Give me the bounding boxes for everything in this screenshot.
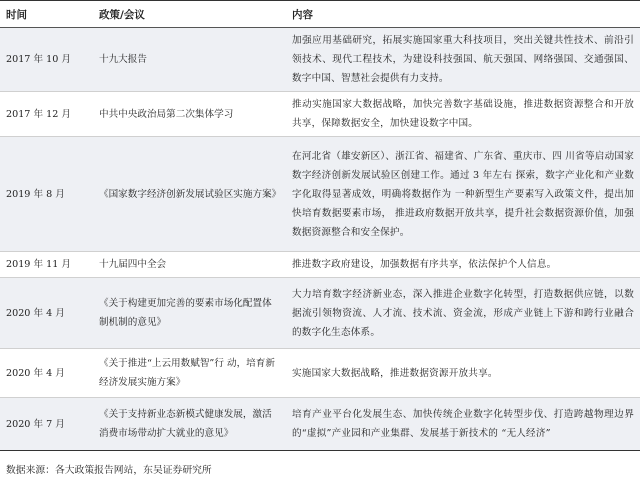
cell-content: 培育产业平台化发展生态、加快传统企业数字化转型步伐、打造跨越物理边界的“虚拟”产业园和产业集群、发展基于新技术的 “无人经济”: [286, 398, 640, 451]
cell-policy: 十九大报告: [93, 28, 286, 92]
header-content: 内容: [286, 1, 640, 28]
cell-content: 在河北省（雄安新区）、浙江省、福建省、广东省、重庆市、四 川省等启动国家数字经济创新发展试验区创建工作。通过 3 年左右 探索，数字产业化和产业数字化取得显著成效，明确将数据作为 一种新型生产要素写入政策文件，提出加快培育数据要素市场， 推进政府数据开放共享，提升社会数据资源价值，加强数据资源整合和安全保护。: [286, 137, 640, 252]
data-source-note: 数据来源：各大政策报告网站，东吴证券研究所: [6, 465, 212, 476]
table-row: [0, 92, 640, 137]
cell-content: 大力培育数字经济新业态，深入推进企业数字化转型，打造数据供应链，以数据流引领物资流、人才流、技术流、资金流，形成产业链上下游和跨行业融合的数字化生态体系。: [286, 278, 640, 349]
table-header-row: [0, 1, 640, 28]
cell-policy: 《关于推进“上云用数赋智”行 动，培育新经济发展实施方案》: [93, 349, 286, 398]
table-row: [0, 252, 640, 278]
cell-time: 2017 年 12 月: [0, 92, 93, 137]
cell-policy: 《关于支持新业态新模式健康发展，激活消费市场带动扩大就业的意见》: [93, 398, 286, 451]
cell-policy: 十九届四中全会: [93, 252, 286, 278]
table-row: [0, 398, 640, 451]
table-row: [0, 278, 640, 349]
header-policy: 政策/会议: [93, 1, 286, 28]
header-time: 时间: [0, 1, 93, 28]
cell-content: 推进数字政府建设，加强数据有序共享，依法保护个人信息。: [286, 252, 640, 278]
cell-time: 2020 年 4 月: [0, 278, 93, 349]
cell-content: 实施国家大数据战略，推进数据资源开放共享。: [286, 349, 640, 398]
cell-policy: 《国家数字经济创新发展试验区实施方案》: [93, 137, 286, 252]
cell-time: 2020 年 4 月: [0, 349, 93, 398]
table-row: [0, 349, 640, 398]
table-row: [0, 137, 640, 252]
cell-time: 2020 年 7 月: [0, 398, 93, 451]
cell-content: 加强应用基础研究，拓展实施国家重大科技项目，突出关键共性技术、前沿引领技术、现代工程技术，为建设科技强国、航天强国、网络强国、交通强国、数字中国、智慧社会提供有力支持。: [286, 28, 640, 92]
cell-content: 推动实施国家大数据战略，加快完善数字基础设施，推进数据资源整合和开放共享，保障数据安全，加快建设数字中国。: [286, 92, 640, 137]
cell-policy: 中共中央政治局第二次集体学习: [93, 92, 286, 137]
table-row: [0, 28, 640, 92]
cell-policy: 《关于构建更加完善的要素市场化配置体制机制的意见》: [93, 278, 286, 349]
cell-time: 2019 年 11 月: [0, 252, 93, 278]
cell-time: 2019 年 8 月: [0, 137, 93, 252]
cell-time: 2017 年 10 月: [0, 28, 93, 92]
